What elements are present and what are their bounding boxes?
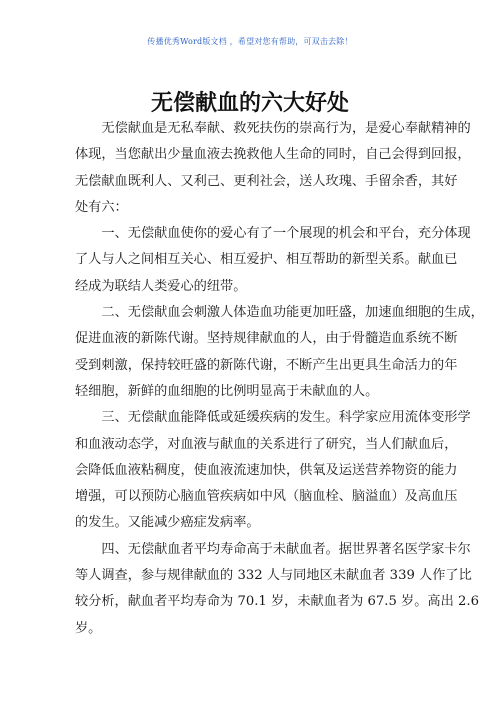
text-line: 四、无偿献血者平均寿命高于未献血者。据世界著名医学家卡尔 [101, 541, 471, 557]
document-title: 无偿献血的六大好处 [150, 90, 349, 116]
header-note: 传播优秀Word版文档 ，希望对您有帮助，可双击去除！ [147, 37, 353, 46]
text-line: 等人调查，参与规律献血的 332 人与同地区未献血者 339 人作了比 [75, 568, 472, 584]
paragraph-intro [75, 116, 471, 221]
text-line: 经成为联结人类爱心的纽带。 [75, 278, 247, 294]
text-line: 轻细胞，新鲜的血细胞的比例明显高于未献血的人。 [75, 383, 379, 399]
text-line: 二、无偿献血会刺激人体造血功能更加旺盛，加速血细胞的生成， [101, 305, 484, 321]
text-line: 促进血液的新陈代谢。坚持规律献血的人，由于骨髓造血系统不断 [75, 331, 458, 347]
document-body [75, 116, 484, 642]
text-line: 处有六： [75, 199, 128, 215]
text-line: 无偿献血是无私奉献、救死扶伤的崇高行为，是爱心奉献精神的 [101, 121, 471, 136]
text-line: 无偿献血既利人、又利己、更利社会，送人玫瑰、手留余香，其好 [75, 173, 458, 189]
text-line: 体现，当您献出少量血液去挽救他人生命的同时，自己会得到回报， [75, 147, 471, 163]
paragraph-benefit-2 [75, 300, 484, 405]
paragraph-benefit-4 [75, 537, 479, 642]
paragraph-benefit-1 [75, 221, 471, 300]
text-line: 的发生。又能减少癌症发病率。 [75, 515, 260, 531]
text-line: 较分析，献血者平均寿命为 70.1 岁，未献血者为 67.5 岁。高出 2.6 [75, 594, 479, 610]
paragraph-benefit-3 [75, 405, 471, 536]
text-line: 岁。 [75, 620, 102, 636]
text-line: 增强，可以预防心脑血管疾病如中风（脑血栓、脑溢血）及高血压 [75, 489, 458, 505]
text-line: 受到刺激，保持较旺盛的新陈代谢，不断产生出更具生命活力的年 [75, 357, 458, 373]
text-line: 会降低血液粘稠度，使血液流速加快，供氧及运送营养物资的能力 [75, 462, 458, 478]
text-line: 了人与人之间相互关心、相互爱护、相互帮助的新型关系。献血已 [75, 252, 458, 268]
text-line: 和血液动态学，对血液与献血的关系进行了研究，当人们献血后， [75, 436, 458, 452]
text-line: 一、无偿献血使你的爱心有了一个展现的机会和平台，充分体现 [101, 226, 471, 242]
text-line: 三、无偿献血能降低或延缓疾病的发生。科学家应用流体变形学 [101, 410, 471, 426]
